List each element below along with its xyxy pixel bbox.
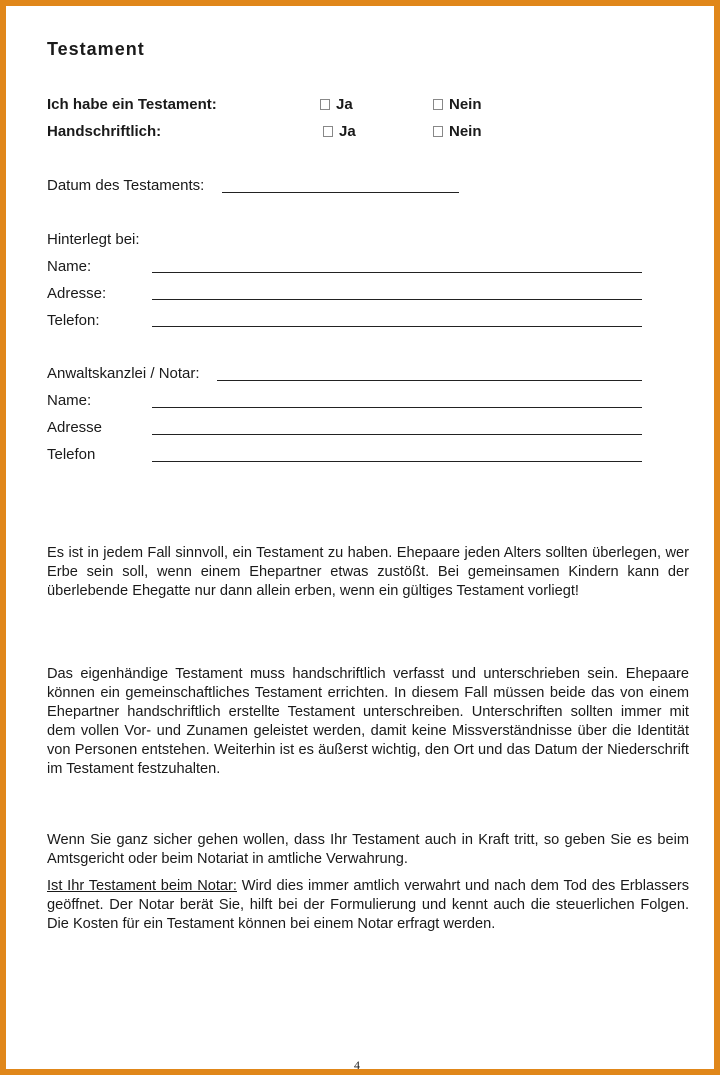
paragraph-why-testament: Es ist in jedem Fall sinnvoll, ein Testament zu haben. Ehepaare jeden Alters sollten überlegen, wer Erbe sein soll, wenn einem Ehepartner etwas zustößt. Bei gemeinsamen Kindern kann der überlebende Ehegatte nur dann allein erben, wenn ein gültiges Testament vorliegt!: [47, 545, 689, 599]
notary-name-field[interactable]: [152, 407, 642, 408]
checkbox-icon[interactable]: [320, 99, 330, 110]
paragraph-handwritten-testament: Das eigenhändige Testament muss handschriftlich verfasst und unterschrieben sein. Ehepaare können ein gemeinschaftliches Testament errichten. In diesem Fall müssen beide das von einem Ehepartner handschriftlich erstellte Testament unterschreiben. Unterschriften sollten immer mit dem vollen Vor- und Zunamen geleistet werden, damit keine Missverständnisse über die Identität von Personen entstehen. Weiterhin ist es äußerst wichtig, den Ort und das Datum der Niederschrift im Testament festzuhalten.: [47, 666, 689, 777]
has-testament-label: Ich habe ein Testament:: [47, 96, 217, 113]
testament-date-label: Datum des Testaments:: [47, 177, 205, 194]
phone-field[interactable]: [152, 326, 642, 327]
notary-phone-label: Telefon: [47, 446, 96, 463]
name-field[interactable]: [152, 272, 642, 273]
checkbox-icon[interactable]: [433, 126, 443, 137]
notary-address-field[interactable]: [152, 434, 642, 435]
handwritten-ja-option[interactable]: Ja: [323, 123, 356, 140]
checkbox-icon[interactable]: [433, 99, 443, 110]
deposited-at-label: Hinterlegt bei:: [47, 231, 140, 248]
testament-date-field[interactable]: [222, 192, 459, 193]
has-testament-nein-option[interactable]: Nein: [433, 96, 482, 113]
notary-heading: Ist Ihr Testament beim Notar:: [47, 878, 237, 894]
lawyer-notary-field[interactable]: [217, 380, 642, 381]
paragraph-notary: [47, 877, 689, 934]
page-title: Testament: [47, 39, 145, 59]
lawyer-notary-label: Anwaltskanzlei / Notar:: [47, 365, 200, 382]
handwritten-label: Handschriftlich:: [47, 123, 162, 140]
paragraph-safekeeping: Wenn Sie ganz sicher gehen wollen, dass Ihr Testament auch in Kraft tritt, so geben Sie es beim Amtsgericht oder beim Notariat in amtliche Verwahrung.: [47, 832, 689, 867]
address-label: Adresse:: [47, 285, 107, 302]
checkbox-icon[interactable]: [323, 126, 333, 137]
notary-address-label: Adresse: [47, 419, 103, 436]
has-testament-ja-option[interactable]: Ja: [320, 96, 353, 113]
page-number: 4: [354, 1058, 360, 1072]
document-page: [6, 6, 714, 1072]
notary-text: Wird dies immer amtlich verwahrt und nach dem Tod des Erblassers geöffnet. Der Notar berät Sie, hilft bei der Formulierung und kennt auch die steuerlichen Folgen. Die Kosten für ein Testament können bei einem Notar erfragt werden.: [47, 878, 689, 932]
phone-label: Telefon:: [47, 312, 100, 329]
handwritten-nein-option[interactable]: Nein: [433, 123, 482, 140]
address-field[interactable]: [152, 299, 642, 300]
notary-phone-field[interactable]: [152, 461, 642, 462]
notary-name-label: Name:: [47, 392, 92, 409]
name-label: Name:: [47, 258, 92, 275]
